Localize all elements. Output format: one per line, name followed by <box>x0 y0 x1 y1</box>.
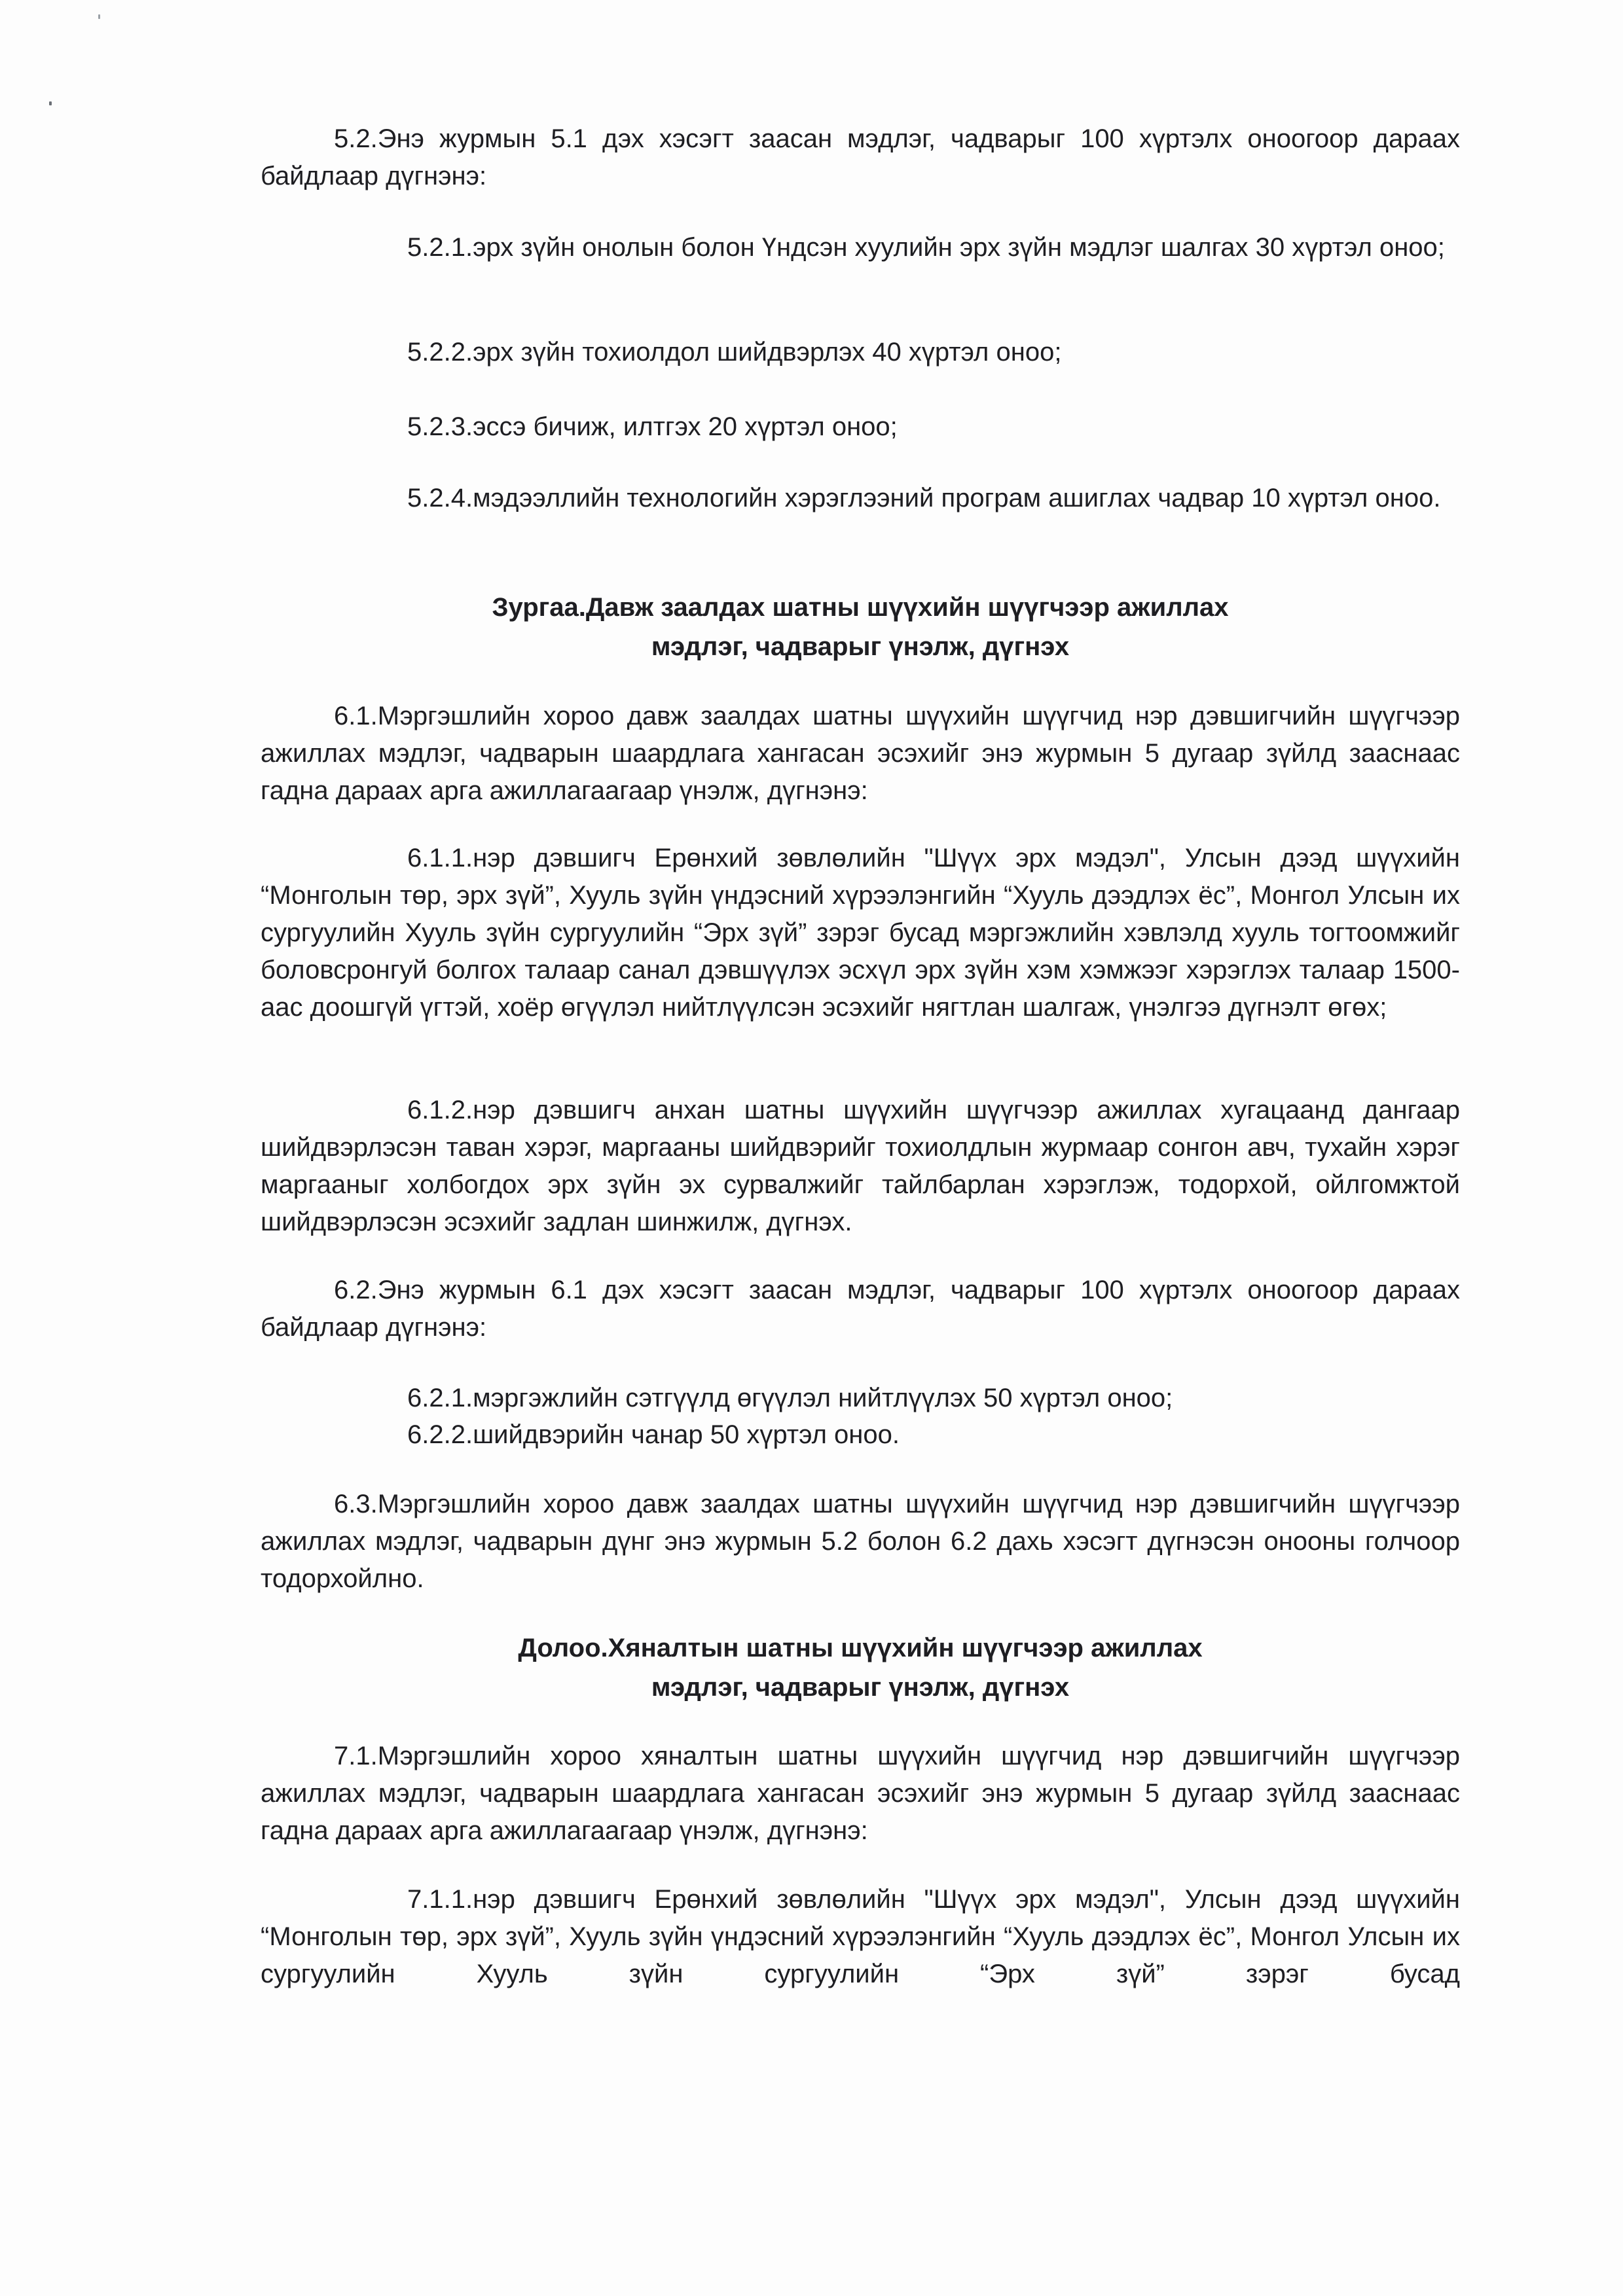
paragraph-5-2-3: 5.2.3.эссэ бичиж, илтгэх 20 хүртэл оноо; <box>407 412 898 441</box>
paragraph-6-1-1: 6.1.1.нэр дэвшигч Ерөнхий зөвлөлийн "Шүүх эрх мэдэл", Улсын дээд шүүхийн “Монголын төр, эрх зүй”, Хууль зүйн үндэсний хүрээлэнгийн “Хууль дээдлэх ёс”, Монгол Улсын их сургуулийн Хууль зүйн сургуулийн “Эрх зүй” зэрэг бусад мэргэжлийн хэвлэлд хууль тогтоомжийг боловсронгуй болгох талаар санал дэвшүүлэх эсхүл эрх зүйн хэм хэмжээг хэрэглэх талаар 1500-аас доошгүй үгтэй, хоёр өгүүлэл нийтлүүлсэн эсэхийг нягтлан шалгаж, үнэлгээ дүгнэлт өгөх; <box>261 844 1460 1022</box>
section-6-heading-line2: мэдлэг, чадварыг үнэлж, дүгнэх <box>651 632 1070 661</box>
scan-speck <box>98 14 100 19</box>
paragraph-6-2-2: 6.2.2.шийдвэрийн чанар 50 хүртэл оноо. <box>407 1420 900 1449</box>
section-7-heading-line2: мэдлэг, чадварыг үнэлж, дүгнэх <box>651 1673 1070 1702</box>
section-7-heading <box>261 1628 1460 1707</box>
scan-speck <box>49 101 52 105</box>
paragraph-6-1: 6.1.Мэргэшлийн хороо давж заалдах шатны шүүхийн шүүгчид нэр дэвшигчийн шүүгчээр ажиллах мэдлэг, чадварын шаардлага хангасан эсэхийг энэ журмын 5 дугаар зүйлд зааснаас гадна дараах арга ажиллагаагаар үнэлж, дүгнэнэ: <box>261 702 1460 805</box>
paragraph-6-3: 6.3.Мэргэшлийн хороо давж заалдах шатны шүүхийн шүүгчид нэр дэвшигчийн шүүгчээр ажиллах мэдлэг, чадварын дүнг энэ журмын 5.2 болон 6.2 дахь хэсэгт дүгнэсэн онооны голчоор тодорхойлно. <box>261 1490 1460 1593</box>
section-6-heading <box>261 588 1460 666</box>
paragraph-7-1-1: 7.1.1.нэр дэвшигч Ерөнхий зөвлөлийн "Шүүх эрх мэдэл", Улсын дээд шүүхийн “Монголын төр, эрх зүй”, Хууль зүйн үндэсний хүрээлэнгийн “Хууль дээдлэх ёс”, Монгол Улсын их сургуулийн Хууль зүйн сургуулийн “Эрх зүй” зэрэг бусад <box>261 1885 1460 1988</box>
paragraph-6-2: 6.2.Энэ журмын 6.1 дэх хэсэгт заасан мэдлэг, чадварыг 100 хүртэлх оноогоор дараах байдлаар дүгнэнэ: <box>261 1276 1460 1342</box>
paragraph-5-2-4: 5.2.4.мэдээллийн технологийн хэрэглээний програм ашиглах чадвар 10 хүртэл оноо. <box>407 484 1441 512</box>
paragraph-5-2-1: 5.2.1.эрх зүйн онолын болон Үндсэн хуулийн эрх зүйн мэдлэг шалгах 30 хүртэл оноо; <box>407 233 1445 262</box>
paragraph-5-2: 5.2.Энэ журмын 5.1 дэх хэсэгт заасан мэдлэг, чадварыг 100 хүртэлх оноогоор дараах байдлаар дүгнэнэ: <box>261 124 1460 190</box>
paragraph-5-2-2: 5.2.2.эрх зүйн тохиолдол шийдвэрлэх 40 хүртэл оноо; <box>407 338 1062 367</box>
paragraph-7-1: 7.1.Мэргэшлийн хороо хяналтын шатны шүүхийн шүүгчид нэр дэвшигчийн шүүгчээр ажиллах мэдлэг, чадварын шаардлага хангасан эсэхийг энэ журмын 5 дугаар зүйлд зааснаас гадна дараах арга ажиллагаагаар үнэлж, дүгнэнэ: <box>261 1742 1460 1845</box>
paragraph-6-2-1: 6.2.1.мэргэжлийн сэтгүүлд өгүүлэл нийтлүүлэх 50 хүртэл оноо; <box>407 1384 1173 1412</box>
section-7-heading-line1: Долоо.Хяналтын шатны шүүхийн шүүгчээр ажиллах <box>518 1634 1203 1662</box>
section-6-heading-line1: Зургаа.Давж заалдах шатны шүүхийн шүүгчээр ажиллах <box>492 593 1229 622</box>
paragraph-6-1-2: 6.1.2.нэр дэвшигч анхан шатны шүүхийн шүүгчээр ажиллах хугацаанд дангаар шийдвэрлэсэн таван хэрэг, маргааны шийдвэрийг тохиолдлын журмаар сонгон авч, тухайн хэрэг маргааныг холбогдох эрх зүйн эх сурвалжийг тайлбарлан хэрэглэж, тодорхой, ойлгомжтой шийдвэрлэсэн эсэхийг задлан шинжилж, дүгнэх. <box>261 1096 1460 1236</box>
